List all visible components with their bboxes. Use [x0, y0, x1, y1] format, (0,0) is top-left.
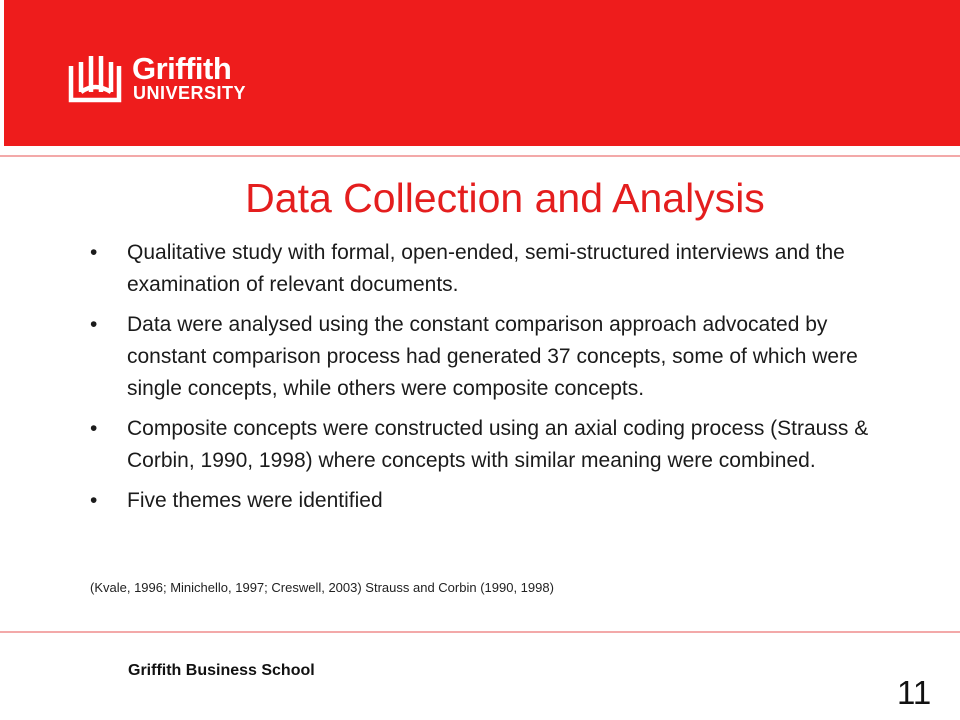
bottom-divider [0, 631, 960, 633]
footer-school-name: Griffith Business School [128, 662, 315, 679]
bullet-text: Data were analysed using the constant comparison approach advocated by constant comparison process had generated 37 concepts, some of which were single concepts, while others were composite concepts. [127, 313, 858, 400]
bullet-item [90, 309, 870, 405]
bullet-marker: • [90, 417, 98, 440]
bullet-marker: • [90, 313, 98, 336]
bullet-text: Five themes were identified [127, 489, 383, 512]
references-note: (Kvale, 1996; Minichello, 1997; Creswell, 2003) Strauss and Corbin (1990, 1998) [90, 580, 554, 595]
bullet-item [90, 485, 870, 517]
logo-subtitle: UNIVERSITY [133, 83, 247, 103]
page-number: 11 [897, 674, 932, 711]
bullet-list [90, 237, 870, 525]
slide-title: Data Collection and Analysis [245, 175, 765, 221]
bullet-text: Composite concepts were constructed using an axial coding process (Strauss & Corbin, 1990, 1998) where concepts with similar meaning were combined. [127, 417, 869, 472]
logo-wordmark: Griffith [132, 51, 232, 86]
bullet-text: Qualitative study with formal, open-ended, semi-structured interviews and the examination of relevant documents. [127, 241, 845, 296]
header-banner [4, 0, 960, 146]
bullet-item [90, 413, 870, 477]
bullet-item [90, 237, 870, 301]
griffith-logo [66, 52, 266, 108]
bullet-marker: • [90, 489, 98, 512]
griffith-emblem-icon [66, 52, 124, 104]
top-divider [0, 155, 960, 157]
bullet-marker: • [90, 241, 98, 264]
